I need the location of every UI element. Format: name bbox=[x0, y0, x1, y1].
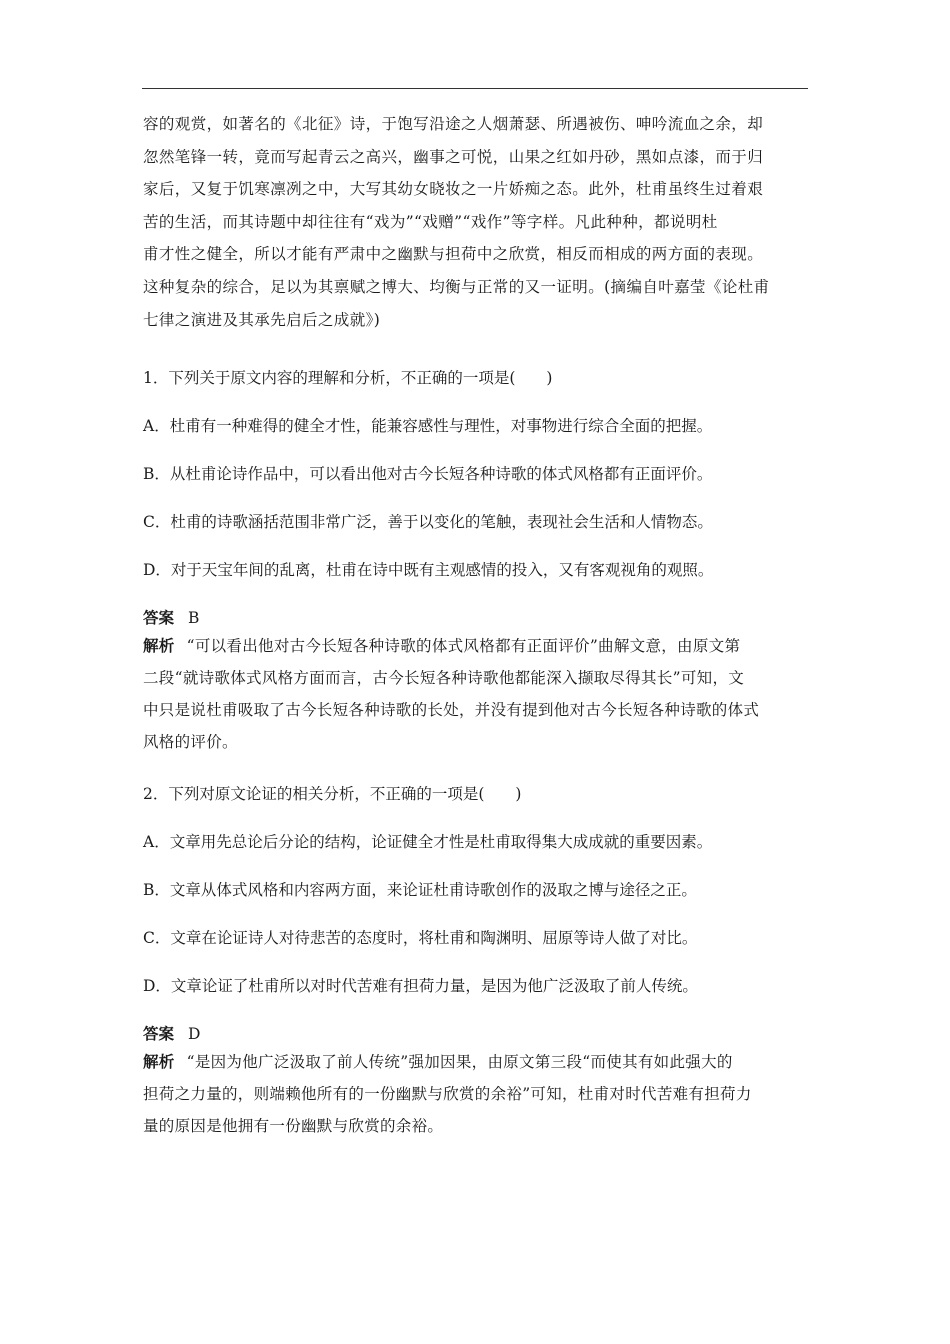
header-rule bbox=[142, 88, 808, 89]
answer-label: 答案 bbox=[143, 1025, 175, 1044]
analysis-text: “是因为他广泛汲取了前人传统”强加因果，由原文第三段“而使其有如此强大的 bbox=[186, 1053, 733, 1072]
passage-line: 七律之演进及其承先启后之成就》) bbox=[143, 310, 381, 329]
analysis-line: 二段“就诗歌体式风格方面而言，古今长短各种诗歌他都能深入撷取尽得其长”可知，文 bbox=[143, 669, 745, 688]
passage-line: 这种复杂的综合，足以为其禀赋之博大、均衡与正常的又一证明。(摘编自叶嘉莹《论杜甫 bbox=[143, 277, 770, 296]
question-2-option-b: B．文章从体式风格和内容两方面，来论证杜甫诗歌创作的汲取之博与途径之正。 bbox=[143, 881, 697, 900]
passage-paragraph bbox=[143, 108, 809, 336]
question-1-option-c: C．杜甫的诗歌涵括范围非常广泛，善于以变化的笔触，表现社会生活和人情物态。 bbox=[143, 513, 713, 532]
question-1-option-a: A．杜甫有一种难得的健全才性，能兼容感性与理性，对事物进行综合全面的把握。 bbox=[143, 417, 713, 436]
passage-line: 家后，又复于饥寒凛冽之中，大写其幼女晓妆之一片娇痴之态。此外，杜甫虽终生过着艰 bbox=[143, 180, 764, 199]
answer-value: D bbox=[188, 1025, 201, 1044]
analysis-label: 解析 bbox=[143, 637, 175, 656]
question-2-analysis bbox=[143, 1046, 809, 1142]
analysis-line: 中只是说杜甫吸取了古今长短各种诗歌的长处，并没有提到他对古今长短各种诗歌的体式 bbox=[143, 701, 760, 720]
question-2-option-a: A．文章用先总论后分论的结构，论证健全才性是杜甫取得集大成成就的重要因素。 bbox=[143, 833, 713, 852]
passage-line: 苦的生活，而其诗题中却往往有“戏为”“戏赠”“戏作”等字样。凡此种种，都说明杜 bbox=[143, 212, 718, 231]
analysis-line: 风格的评价。 bbox=[143, 733, 238, 752]
analysis-line bbox=[143, 1046, 809, 1078]
passage-line: 甫才性之健全，所以才能有严肃中之幽默与担荷中之欣赏，相反而相成的两方面的表现。 bbox=[143, 245, 764, 264]
question-1-stem: 1．下列关于原文内容的理解和分析，不正确的一项是( ) bbox=[143, 369, 553, 388]
analysis-text: “可以看出他对古今长短各种诗歌的体式风格都有正面评价”曲解文意，由原文第 bbox=[186, 637, 741, 656]
question-1-answer bbox=[143, 606, 809, 630]
analysis-line: 担荷之力量的，则端赖他所有的一份幽默与欣赏的余裕”可知，杜甫对时代苦难有担荷力 bbox=[143, 1085, 752, 1104]
answer-label: 答案 bbox=[143, 609, 175, 628]
analysis-line bbox=[143, 630, 809, 662]
question-2-stem: 2．下列对原文论证的相关分析，不正确的一项是( ) bbox=[143, 785, 522, 804]
analysis-label: 解析 bbox=[143, 1053, 175, 1072]
question-1-analysis bbox=[143, 630, 809, 758]
passage-line: 容的观赏，如著名的《北征》诗，于饱写沿途之人烟萧瑟、所遇被伤、呻吟流血之余，却 bbox=[143, 115, 764, 133]
analysis-line: 量的原因是他拥有一份幽默与欣赏的余裕。 bbox=[143, 1117, 444, 1136]
question-1-option-b: B．从杜甫论诗作品中，可以看出他对古今长短各种诗歌的体式风格都有正面评价。 bbox=[143, 465, 713, 484]
question-1-option-d: D．对于天宝年间的乱离，杜甫在诗中既有主观感情的投入，又有客观视角的观照。 bbox=[143, 561, 714, 580]
answer-value: B bbox=[188, 609, 200, 628]
question-2-option-d: D．文章论证了杜甫所以对时代苦难有担荷力量，是因为他广泛汲取了前人传统。 bbox=[143, 977, 698, 996]
page-content bbox=[143, 108, 809, 1142]
question-2-answer bbox=[143, 1022, 809, 1046]
passage-line: 忽然笔锋一转，竟而写起青云之高兴，幽事之可悦，山果之红如丹砂，黑如点漆，而于归 bbox=[143, 147, 764, 166]
question-2-option-c: C．文章在论证诗人对待悲苦的态度时，将杜甫和陶渊明、屈原等诗人做了对比。 bbox=[143, 929, 698, 948]
